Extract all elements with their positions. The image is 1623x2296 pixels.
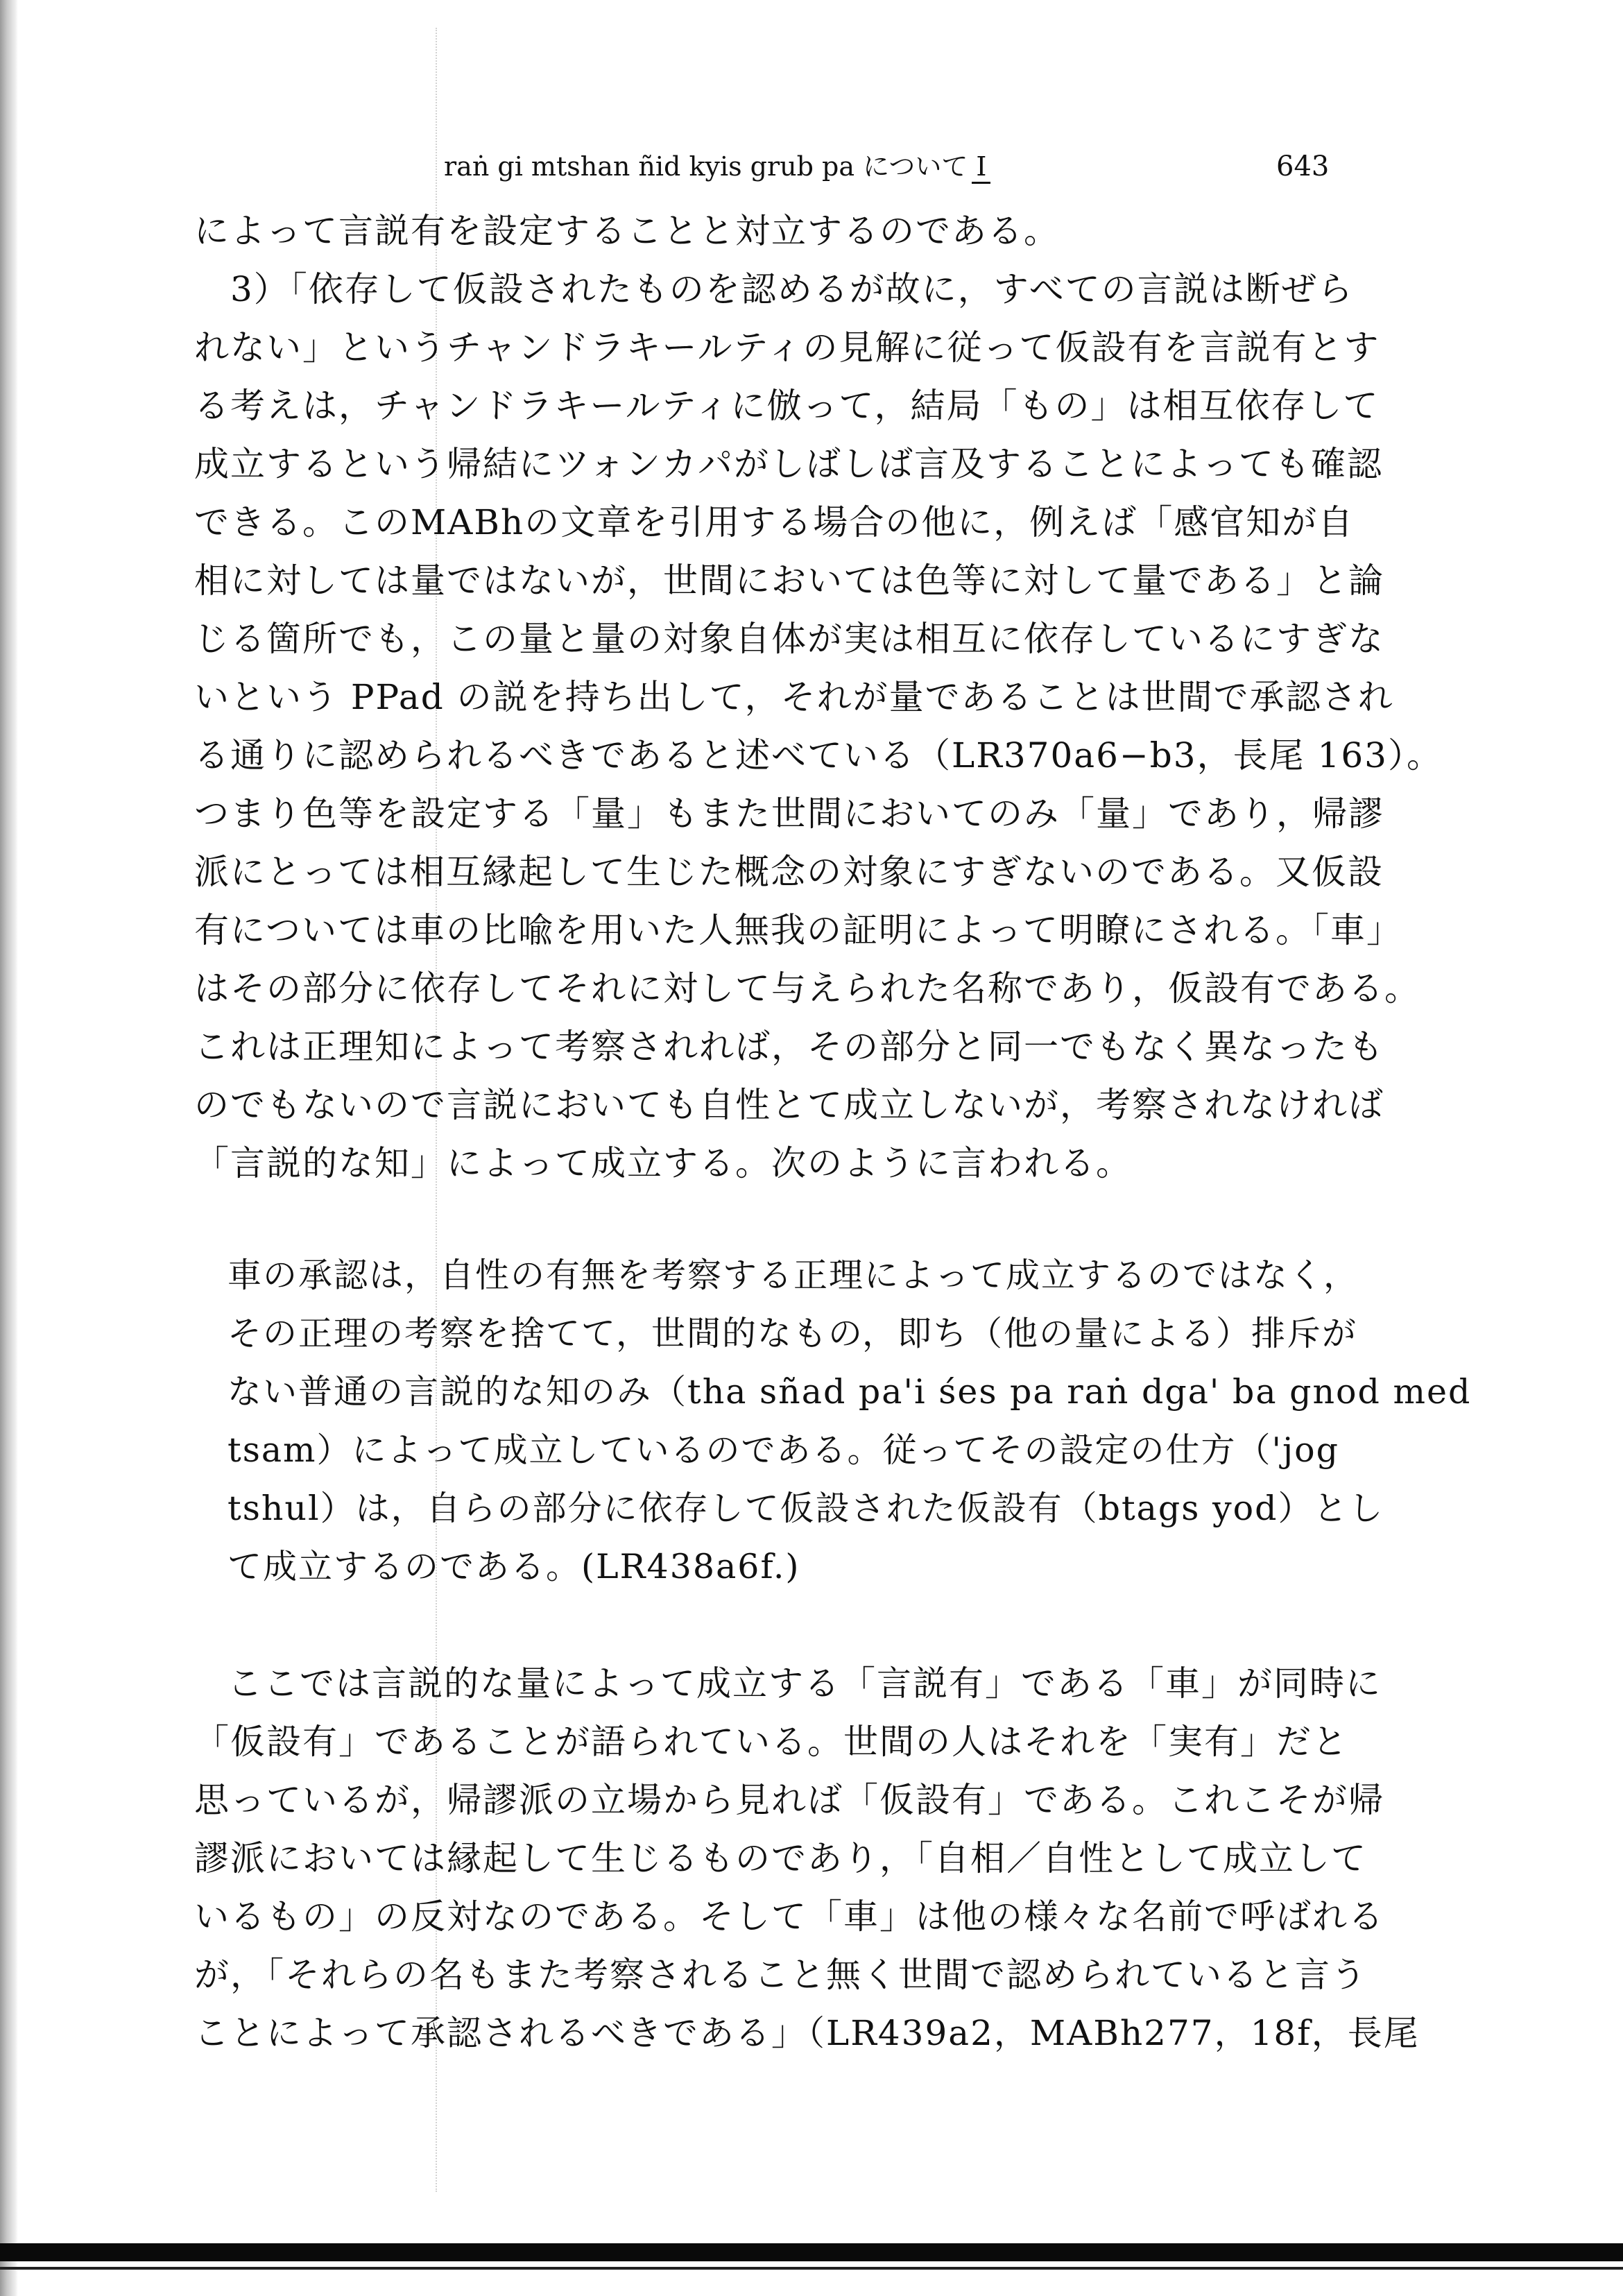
body-line: る通りに認められるべきであると述べている（LR370a6−b3，長尾 163）。 bbox=[194, 735, 1443, 776]
body-line: 成立するという帰結にツォンカパがしばしば言及することによっても確認 bbox=[194, 444, 1383, 484]
body-line: 「仮設有」であることが語られている。世間の人はそれを「実有」だと bbox=[194, 1722, 1348, 1762]
body-line: いるもの」の反対なのである。そして「車」は他の様々な名前で呼ばれる bbox=[194, 1896, 1384, 1937]
body-line: じる箇所でも，この量と量の対象自体が実は相互に依存しているにすぎな bbox=[194, 619, 1384, 659]
quote-line: その正理の考察を捨てて，世間的なもの，即ち（他の量による）排斥が bbox=[227, 1314, 1358, 1353]
body-line: いという PPad の説を持ち出して，それが量であることは世間で承認され bbox=[194, 677, 1394, 717]
body-line: 思っているが，帰謬派の立場から見れば「仮設有」である。これこそが帰 bbox=[194, 1780, 1384, 1820]
running-head bbox=[444, 142, 1068, 191]
body-line: はその部分に依存してそれに対して与えられた名称であり，仮設有である。 bbox=[194, 968, 1420, 1009]
chapter-mark: I bbox=[972, 151, 990, 184]
body-line: が，「それらの名もまた考察されること無く世間で認められていると言う bbox=[194, 1955, 1367, 1995]
scan-bottom-border bbox=[0, 2243, 1623, 2261]
scan-bottom-border-thin bbox=[0, 2267, 1623, 2270]
body-line: れない」というチャンドラキールティの見解に従って仮設有を言説有とす bbox=[194, 327, 1380, 368]
scan-edge-shadow bbox=[0, 0, 18, 2296]
body-line: 派にとっては相互縁起して生じた概念の対象にすぎないのである。又仮設 bbox=[194, 852, 1384, 892]
body-line: ことによって承認されるべきである」（LR439a2，MABh277，18f，長尾 bbox=[194, 2013, 1420, 2053]
quote-line: tshul）は，自らの部分に依存して仮設された仮設有（btags yod）とし bbox=[227, 1489, 1384, 1528]
body-line: る考えは，チャンドラキールティに倣って，結局「もの」は相互依存して bbox=[194, 386, 1380, 426]
body-line: これは正理知によって考察されれば，その部分と同一でもなく異なったも bbox=[194, 1027, 1384, 1067]
body-line: 有については車の比喩を用いた人無我の証明によって明瞭にされる。「車」 bbox=[194, 910, 1402, 950]
body-line: 3）「依存して仮設されたものを認めるが故に，すべての言説は断ぜら bbox=[194, 269, 1354, 309]
page-number: 643 bbox=[1276, 151, 1330, 182]
quote-line: tsam）によって成立しているのである。従ってその設定の仕方（'jog bbox=[227, 1430, 1340, 1470]
body-line: ここでは言説的な量によって成立する「言説有」である「車」が同時に bbox=[227, 1663, 1382, 1704]
body-line: つまり色等を設定する「量」もまた世間においてのみ「量」であり，帰謬 bbox=[194, 794, 1384, 834]
body-line: 「言説的な知」によって成立する。次のように言われる。 bbox=[194, 1143, 1132, 1183]
body-line: 相に対しては量ではないが，世間においては色等に対して量である」と論 bbox=[194, 560, 1384, 601]
quote-line: 車の承認は，自性の有無を考察する正理によって成立するのではなく， bbox=[227, 1256, 1359, 1295]
body-line: 謬派においては縁起して生じるものであり，「自相／自性として成立して bbox=[194, 1838, 1367, 1878]
body-line: できる。このMABhの文章を引用する場合の他に，例えば「感官知が自 bbox=[194, 502, 1355, 542]
running-title: raṅ gi mtshan ñid kyis grub pa について bbox=[444, 151, 968, 182]
quote-line: ない普通の言説的な知のみ（tha sñad pa'i śes pa raṅ dga' ba gnod med bbox=[227, 1372, 1472, 1412]
body-line: のでもないので言説においても自性とて成立しないが，考察されなければ bbox=[194, 1085, 1384, 1125]
body-line: によって言説有を設定することと対立するのである。 bbox=[194, 211, 1060, 251]
quote-line: て成立するのである。(LR438a6f.) bbox=[227, 1547, 800, 1586]
